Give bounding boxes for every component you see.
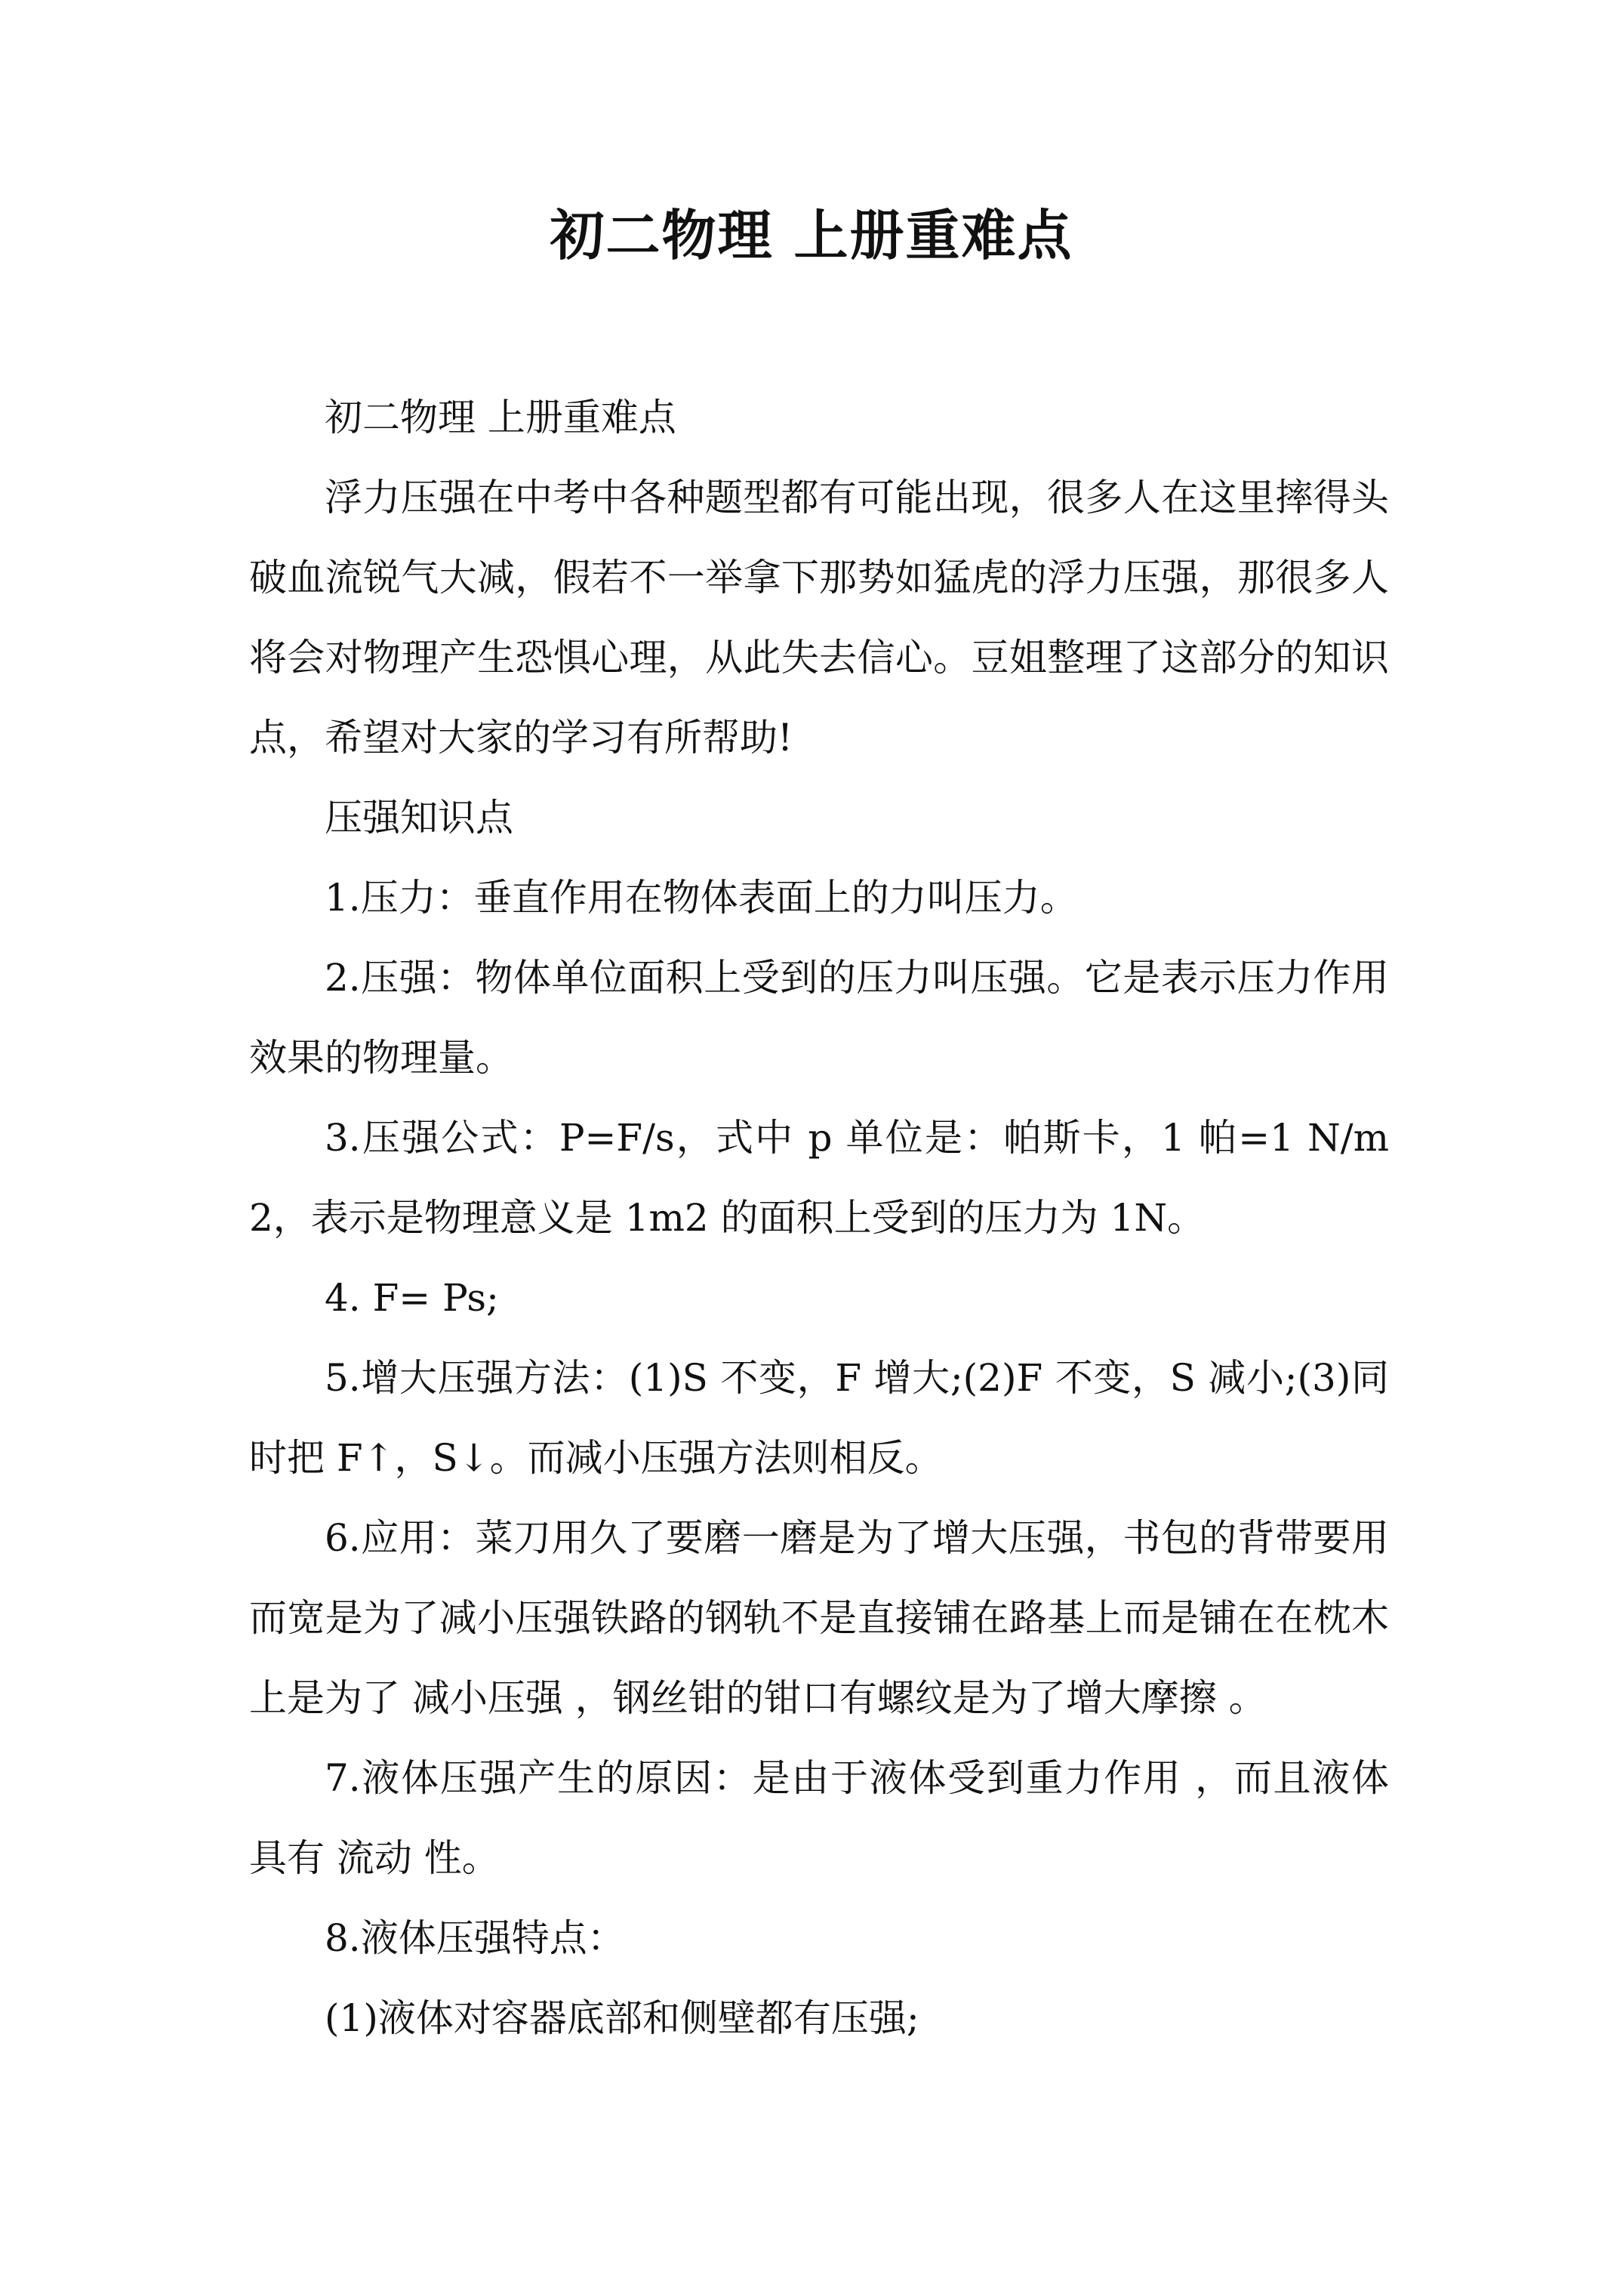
list-item-7: 7.液体压强产生的原因：是由于液体受到重力作用 ，而且液体具有 流动 性。 bbox=[249, 1756, 1389, 1880]
list-item-5: 5.增大压强方法：(1)S 不变，F 增大;(2)F 不变，S 减小;(3)同时把 F↑，S↓。而减小压强方法则相反。 bbox=[249, 1356, 1389, 1480]
section-heading-pressure: 压强知识点 bbox=[325, 796, 513, 840]
list-item-3: 3.压强公式：P=F/s，式中 p 单位是：帕斯卡，1 帕=1 N/m2，表示是物理意义是 1m2 的面积上受到的压力为 1N。 bbox=[249, 1116, 1389, 1240]
list-item-8: 8.液体压强特点： bbox=[325, 1916, 625, 1960]
list-item-6: 6.应用：菜刀用久了要磨一磨是为了增大压强，书包的背带要用而宽是为了减小压强铁路的钢轨不是直接铺在路基上而是铺在在枕木上是为了 减小压强 ，钢丝钳的钳口有螺纹是为了增大摩擦 。 bbox=[249, 1516, 1389, 1720]
list-item-1: 1.压力：垂直作用在物体表面上的力叫压力。 bbox=[325, 876, 1078, 920]
paragraph-subtitle: 初二物理 上册重难点 bbox=[325, 396, 676, 439]
list-item-2: 2.压强：物体单位面积上受到的压力叫压强。它是表示压力作用效果的物理量。 bbox=[249, 956, 1389, 1080]
list-item-8-sub-1: (1)液体对容器底部和侧壁都有压强; bbox=[325, 1996, 919, 2040]
document-body bbox=[249, 378, 1389, 2058]
document-title: 初二物理 上册重难点 bbox=[550, 203, 1073, 267]
list-item-4: 4. F= Ps; bbox=[325, 1276, 499, 1320]
paragraph-intro: 浮力压强在中考中各种题型都有可能出现，很多人在这里摔得头破血流锐气大减，假若不一举拿下那势如猛虎的浮力压强，那很多人将会对物理产生恐惧心理，从此失去信心。豆姐整理了这部分的知识点，希望对大家的学习有所帮助! bbox=[249, 476, 1389, 760]
